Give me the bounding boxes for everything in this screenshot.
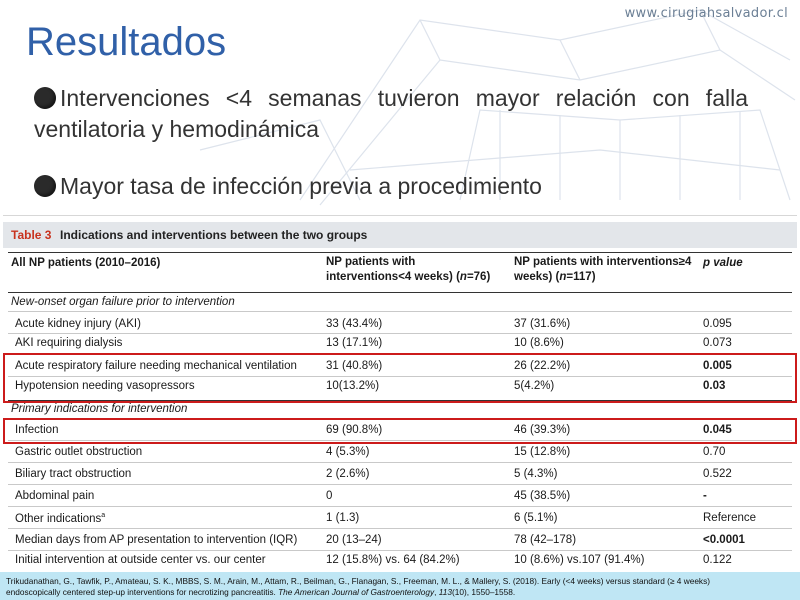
- citation-line-1: Trikudanathan, G., Tawfik, P., Amateau, S. K., MBBS, S. M., Arain, M., Attam, R., Beilman, G., Flanagan, S., Freeman, M. L., & Mallery, S. (2018). Early (<4 weeks) versus standard (≥ 4 weeks): [6, 576, 710, 586]
- bullet-dot-icon: [34, 175, 56, 197]
- cell-value: 13 (17.1%): [326, 337, 383, 349]
- bullet-item: [34, 171, 748, 202]
- row-label: Infection: [15, 424, 59, 436]
- row-label-text: Other indications: [15, 512, 102, 525]
- table-caption: [3, 222, 797, 248]
- row-label: [15, 512, 105, 525]
- row-label: Biliary tract obstruction: [15, 468, 132, 480]
- cell-value: 0: [326, 490, 333, 502]
- table-rule: [8, 462, 792, 463]
- column-header: [703, 257, 743, 269]
- p-value: Reference: [703, 512, 757, 524]
- cell-value: 10 (8.6%) vs.107 (91.4%): [514, 554, 645, 566]
- p-value: <0.0001: [703, 534, 745, 546]
- p-value: 0.03: [703, 380, 726, 392]
- table-rule: [8, 400, 792, 401]
- cell-value: 1 (1.3): [326, 512, 360, 524]
- table-rule: [8, 506, 792, 507]
- row-label: AKI requiring dialysis: [15, 337, 123, 349]
- table-rule: [8, 440, 792, 441]
- table-rule: [8, 528, 792, 529]
- table-rule: [8, 252, 792, 253]
- citation-issue: (10), 1550–1558.: [452, 586, 516, 597]
- column-header: NP patients with interventions≥4 weeks) (n=117): [514, 256, 692, 283]
- table-rule: [8, 376, 792, 377]
- table-panel: [3, 215, 797, 571]
- table-rule: [8, 333, 792, 334]
- citation-sep: ,: [434, 586, 439, 597]
- slide-title: Resultados: [26, 20, 227, 64]
- p-value: 0.70: [703, 446, 726, 458]
- cell-value: 10(13.2%): [326, 380, 380, 392]
- cell-value: 26 (22.2%): [514, 360, 571, 372]
- column-header: NP patients with interventions<4 weeks) (n=76): [326, 256, 491, 283]
- bullet-item: [34, 83, 748, 145]
- cell-value: 45 (38.5%): [514, 490, 571, 502]
- cell-value: 2 (2.6%): [326, 468, 370, 480]
- citation-volume: 113: [438, 586, 452, 597]
- row-label: Median days from AP presentation to intervention (IQR): [15, 534, 298, 546]
- cell-value: 6 (5.1%): [514, 512, 558, 524]
- cell-value: 31 (40.8%): [326, 360, 383, 372]
- p-value: 0.522: [703, 468, 732, 480]
- section-label: New-onset organ failure prior to intervention: [11, 296, 235, 308]
- row-label: Acute respiratory failure needing mechanical ventilation: [15, 360, 297, 372]
- section-label: Primary indications for intervention: [11, 403, 188, 415]
- p-value: 0.073: [703, 337, 732, 349]
- table-rule: [8, 484, 792, 485]
- row-label: Abdominal pain: [15, 490, 95, 502]
- cell-value: 5 (4.3%): [514, 468, 558, 480]
- site-url: www.cirugiahsalvador.cl: [624, 6, 788, 21]
- cell-value: 4 (5.3%): [326, 446, 370, 458]
- table-rule: [8, 353, 792, 354]
- citation-text: endoscopically centered step-up interventions for necrotizing pancreatitis.: [6, 586, 279, 597]
- cell-value: 20 (13–24): [326, 534, 382, 546]
- p-value: 0.005: [703, 360, 732, 372]
- cell-value: 10 (8.6%): [514, 337, 564, 349]
- row-label: Gastric outlet obstruction: [15, 446, 143, 458]
- cell-value: 46 (39.3%): [514, 424, 571, 436]
- table-rule: [8, 292, 792, 293]
- row-label: Initial intervention at outside center vs. our center: [15, 554, 266, 566]
- cell-value: 15 (12.8%): [514, 446, 571, 458]
- table-title: Indications and interventions between the two groups: [60, 228, 368, 242]
- cell-value: 78 (42–178): [514, 534, 577, 546]
- cell-value: 33 (43.4%): [326, 318, 383, 330]
- citation-journal: The American Journal of Gastroenterology: [278, 586, 435, 597]
- cell-value: 5(4.2%): [514, 380, 555, 392]
- p-value: -: [703, 490, 707, 502]
- footnote-marker: a: [101, 512, 106, 519]
- column-header-text: p value: [703, 257, 743, 269]
- row-label: Hypotension needing vasopressors: [15, 380, 195, 392]
- citation: [0, 572, 800, 600]
- bullet-text: Mayor tasa de infección previa a procedimiento: [60, 173, 542, 199]
- row-label: Acute kidney injury (AKI): [15, 318, 141, 330]
- bullet-text: Intervenciones <4 semanas tuvieron mayor relación con falla ventilatoria y hemodinámica: [34, 85, 748, 142]
- p-value: 0.122: [703, 554, 732, 566]
- cell-value: 37 (31.6%): [514, 318, 571, 330]
- cell-value: 69 (90.8%): [326, 424, 383, 436]
- p-value: 0.045: [703, 424, 732, 436]
- table-number: Table 3: [11, 228, 52, 242]
- bullet-dot-icon: [34, 87, 56, 109]
- column-header: All NP patients (2010–2016): [11, 257, 161, 269]
- cell-value: 12 (15.8%) vs. 64 (84.2%): [326, 554, 460, 566]
- citation-line-2: [6, 587, 794, 598]
- p-value: 0.095: [703, 318, 732, 330]
- table-rule: [8, 418, 792, 419]
- table-rule: [8, 550, 792, 551]
- table-rule: [8, 311, 792, 312]
